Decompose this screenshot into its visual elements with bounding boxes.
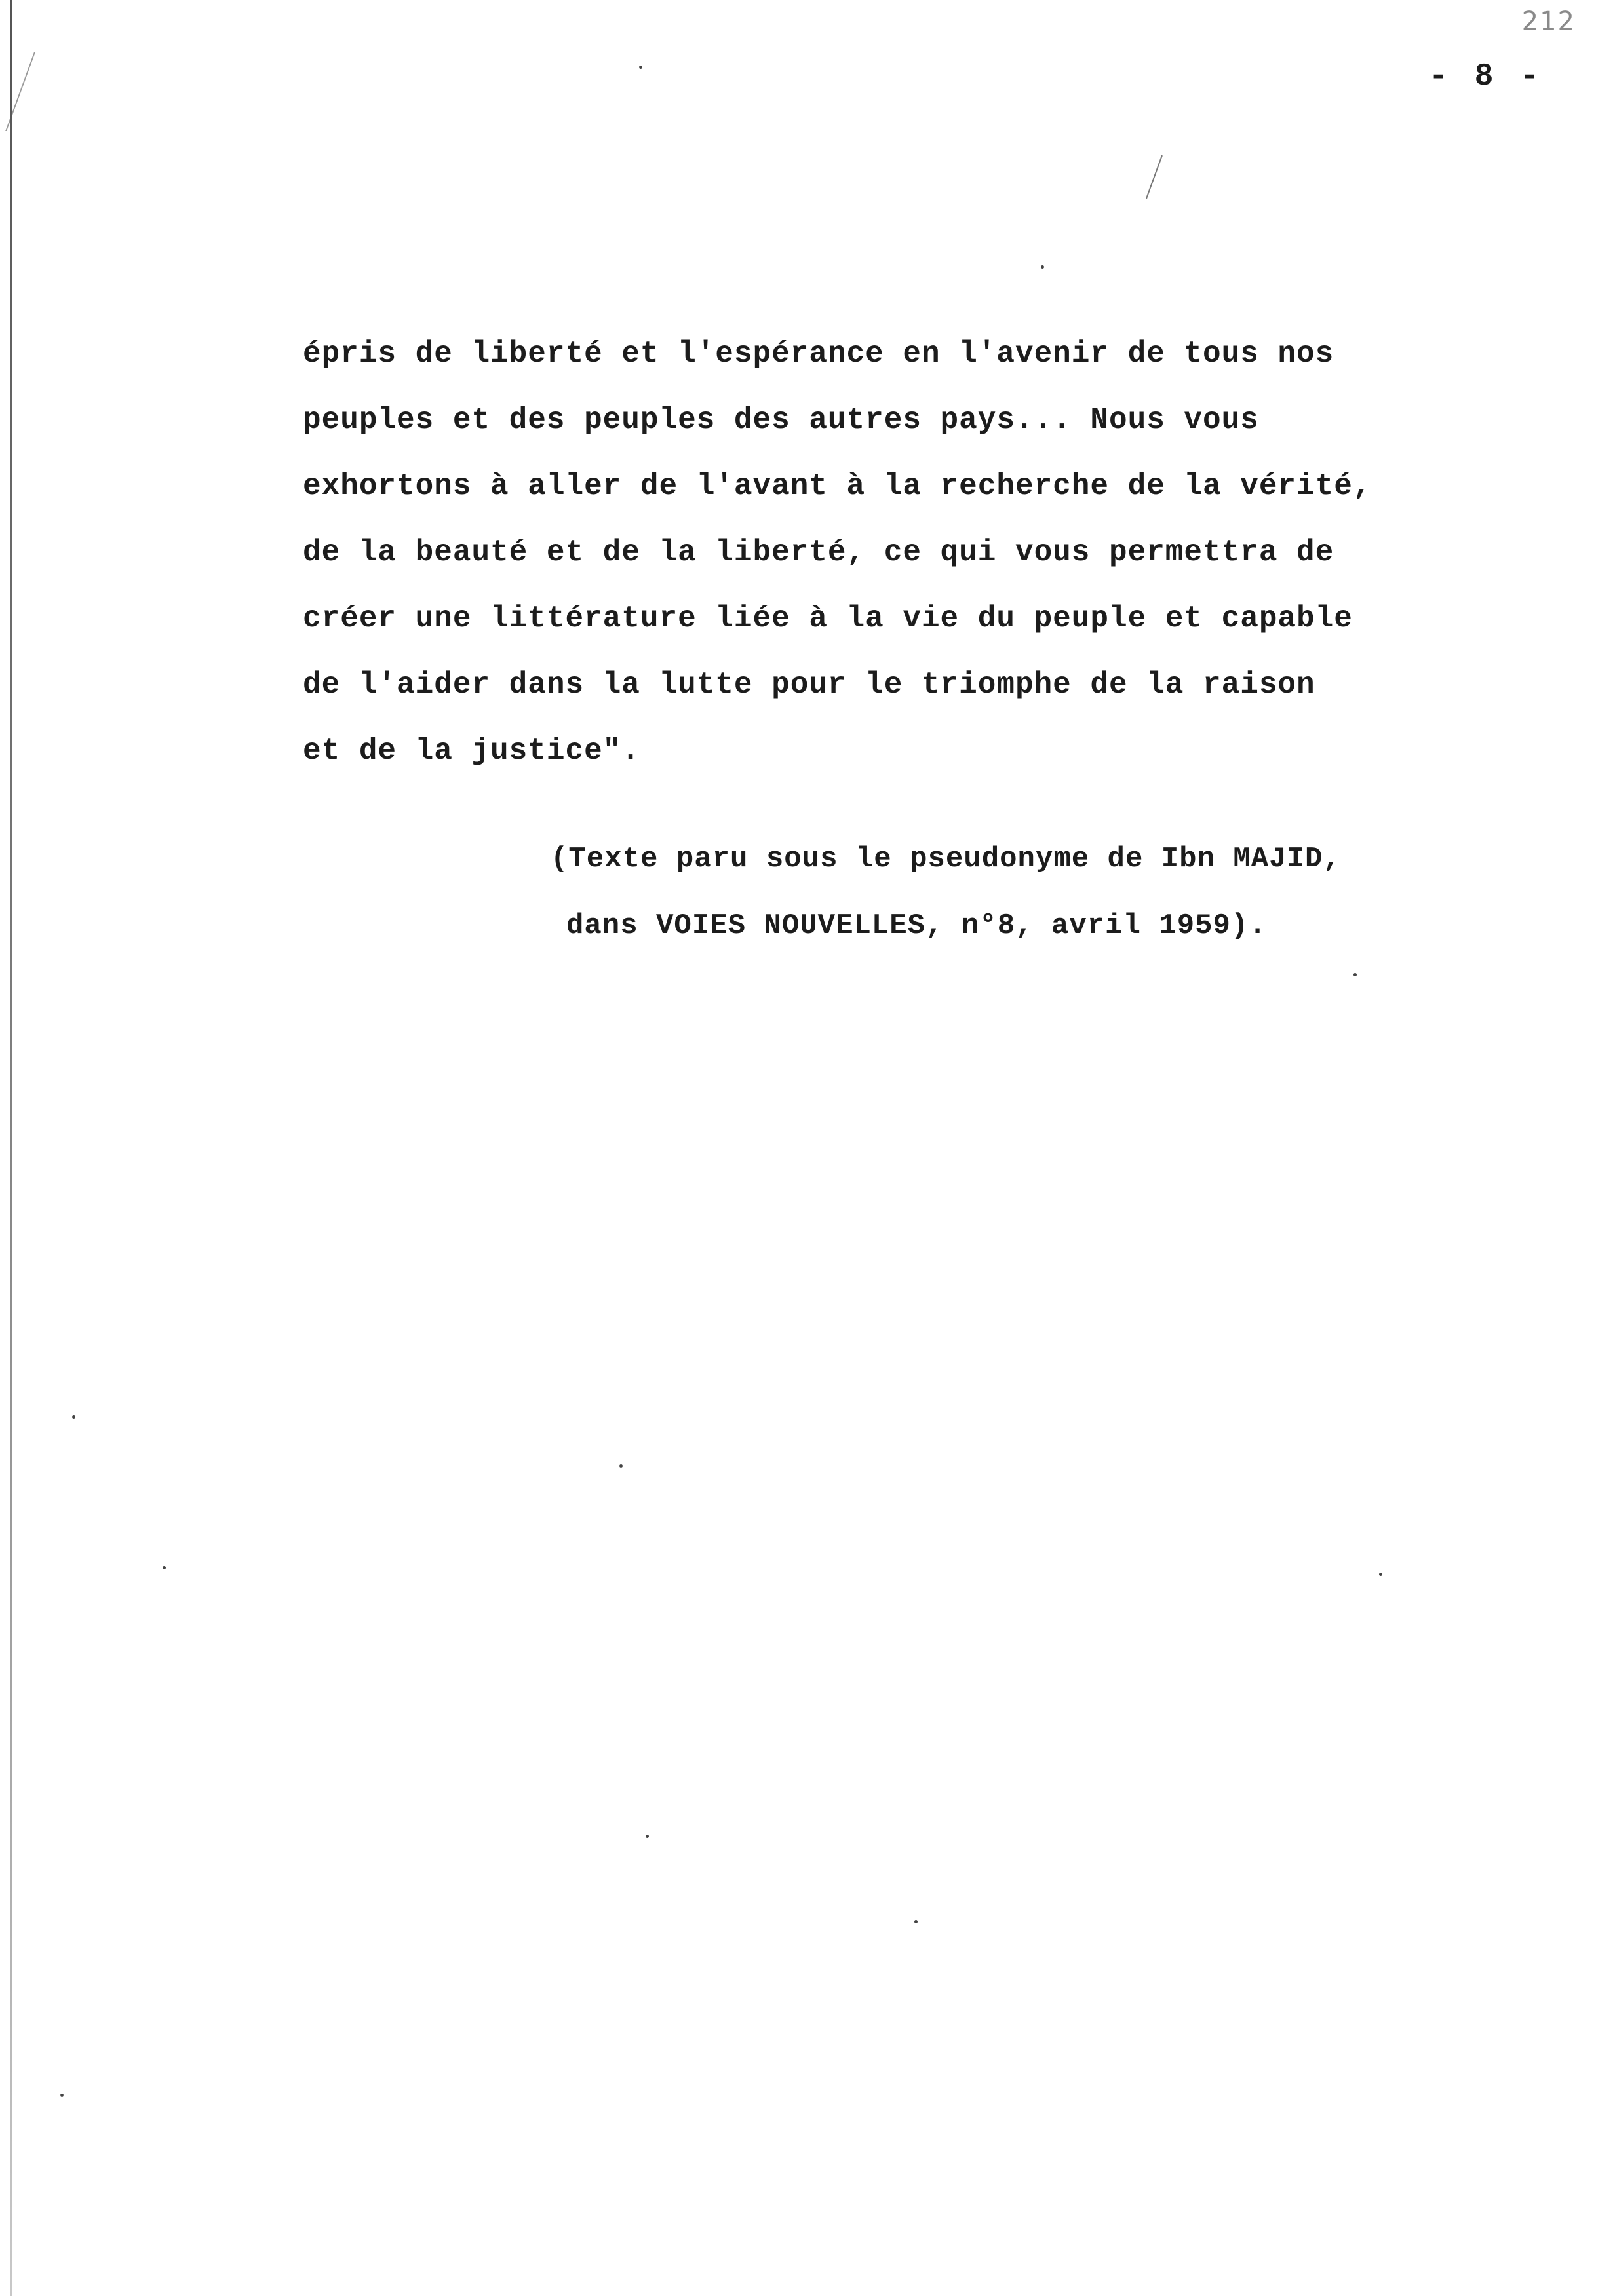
pencil-stroke [1146,155,1163,199]
scan-speck [914,1920,918,1923]
text-line: de l'aider dans la lutte pour le triomphe de la raison [303,668,1315,702]
scan-speck [60,2094,64,2097]
page-number: - 8 - [1429,59,1544,94]
text-line: créer une littérature liée à la vie du peuple et capable [303,602,1353,636]
text-line: exhortons à aller de l'avant à la recherche de la vérité, [303,469,1372,503]
source-note-line: dans VOIES NOUVELLES, n°8, avril 1959). [566,909,1267,942]
scan-speck [1353,973,1357,976]
scan-speck [646,1835,649,1838]
pencil-mark [5,52,75,131]
scan-speck [619,1464,623,1468]
text-line: peuples et des peuples des autres pays... Nous vous [303,403,1259,437]
body-paragraph [303,321,1456,784]
folio-number: 212 [1521,7,1576,37]
source-note [551,826,1468,959]
text-line: épris de liberté et l'espérance en l'avenir de tous nos [303,337,1334,371]
scan-speck [72,1415,75,1419]
scan-edge-line [10,0,12,2296]
scan-speck [639,66,642,69]
source-note-line: (Texte paru sous le pseudonyme de Ibn MAJID, [551,843,1341,875]
scan-speck [1379,1573,1382,1576]
scan-speck [1041,265,1044,269]
text-line: de la beauté et de la liberté, ce qui vous permettra de [303,535,1334,569]
scan-speck [163,1566,166,1569]
text-line: et de la justice". [303,734,640,768]
